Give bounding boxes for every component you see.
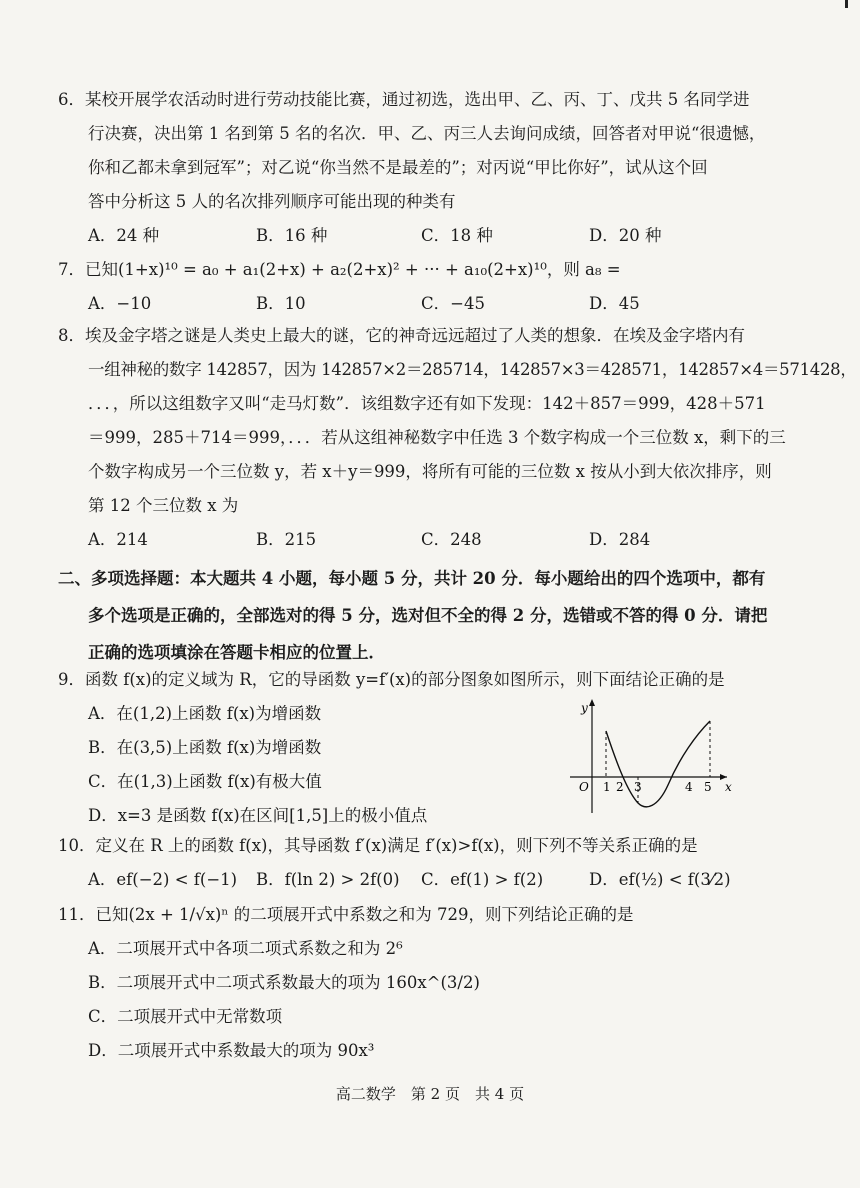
q6-option-b: B．16 种 <box>256 226 328 245</box>
q7-options <box>58 287 820 321</box>
q11-stem: 11．已知(2x + 1/√x)ⁿ 的二项展开式中系数之和为 729，则下列结论正确的是 <box>58 905 634 924</box>
q9-option-a: A．在(1,2)上函数 f(x)为增函数 <box>88 704 322 723</box>
q7-option-a: A．−10 <box>88 294 152 313</box>
q6-line-3: 你和乙都未拿到冠军”；对乙说“你当然不是最差的”；对丙说“甲比你好”，试从这个回 <box>88 158 708 177</box>
derivative-graph <box>562 695 732 815</box>
q6-option-c: C．18 种 <box>421 226 493 245</box>
section-2-line-3: 正确的选项填涂在答题卡相应的位置上． <box>88 643 385 662</box>
q8-line-5: 个数字构成另一个三位数 y，若 x＋y＝999，将所有可能的三位数 x 按从小到大依次排序，则 <box>88 462 772 481</box>
q11-option-c: C．二项展开式中无常数项 <box>88 1007 283 1026</box>
q11-option-b: B．二项展开式中二项式系数最大的项为 160x^(3/2) <box>88 973 480 992</box>
q8-line-3: ．．．，所以这组数字又叫“走马灯数”．该组数字还有如下发现：142＋857＝999，428＋571 <box>88 394 766 413</box>
q9-stem: 9．函数 f(x)的定义域为 R，它的导函数 y=f′(x)的部分图象如图所示，则下面结论正确的是 <box>58 670 725 689</box>
tick-4: 4 <box>685 780 693 794</box>
q6-line-4: 答中分析这 5 人的名次排列顺序可能出现的种类有 <box>88 192 456 211</box>
question-10 <box>58 829 820 897</box>
q8-line-2: 一组神秘的数字 142857，因为 142857×2＝285714，142857×3＝428571，142857×4＝571428， <box>88 360 857 379</box>
q9-option-d: D．x=3 是函数 f(x)在区间[1,5]上的极小值点 <box>88 806 428 825</box>
q8-line-6: 第 12 个三位数 x 为 <box>88 496 239 515</box>
origin-label: O <box>579 780 589 794</box>
tick-3: 3 <box>634 780 642 794</box>
q6-line-1: 6．某校开展学农活动时进行劳动技能比赛，通过初选，选出甲、乙、丙、丁、戊共 5 名同学进 <box>58 90 750 109</box>
q8-option-b: B．215 <box>256 530 317 549</box>
q10-stem: 10．定义在 R 上的函数 f(x)，其导函数 f′(x)满足 f′(x)>f(x)，则下列不等关系正确的是 <box>58 836 698 855</box>
q10-option-a: A．ef(−2) < f(−1) <box>88 870 238 889</box>
q6-option-a: A．24 种 <box>88 226 160 245</box>
question-8 <box>58 319 857 557</box>
y-axis-arrow <box>589 699 595 706</box>
x-label: x <box>725 780 732 794</box>
q9-option-c: C．在(1,3)上函数 f(x)有极大值 <box>88 772 322 791</box>
question-11 <box>58 898 820 1068</box>
tick-1: 1 <box>603 780 611 794</box>
q8-option-a: A．214 <box>88 530 148 549</box>
q8-option-d: D．284 <box>589 530 651 549</box>
q11-option-d: D．二项展开式中系数最大的项为 90x³ <box>88 1041 375 1060</box>
corner-mark <box>845 0 848 8</box>
q8-line-4: ＝999，285＋714＝999，．．．若从这组神秘数字中任选 3 个数字构成一个三位数 x，剩下的三 <box>88 428 786 447</box>
q10-options <box>58 863 820 897</box>
q10-option-b: B．f(ln 2) > 2f(0) <box>256 870 400 889</box>
q8-option-c: C．248 <box>421 530 482 549</box>
q6-options <box>58 219 820 253</box>
y-label: y <box>581 701 588 715</box>
q6-line-2: 行决赛，决出第 1 名到第 5 名的名次．甲、乙、丙三人去询问成绩，回答者对甲说“很遗憾， <box>88 124 766 143</box>
q7-option-c: C．−45 <box>421 294 485 313</box>
page-footer: 高二数学 第 2 页 共 4 页 <box>335 1085 525 1103</box>
q8-options <box>58 523 820 557</box>
q6-option-d: D．20 种 <box>589 226 662 245</box>
section-2-instructions <box>58 560 820 671</box>
q9-option-b: B．在(3,5)上函数 f(x)为增函数 <box>88 738 322 757</box>
q7-stem: 7．已知(1+x)¹⁰ = a₀ + a₁(2+x) + a₂(2+x)² + ··· + a₁₀(2+x)¹⁰，则 a₈ = <box>58 260 621 279</box>
q10-option-c: C．ef(1) > f(2) <box>421 870 544 889</box>
q10-option-d: D．ef(½) < f(3⁄2) <box>589 870 731 889</box>
question-7 <box>58 253 820 321</box>
section-2-line-2: 多个选项是正确的，全部选对的得 5 分，选对但不全的得 2 分，选错或不答的得 0 分．请把 <box>88 606 768 625</box>
tick-5: 5 <box>704 780 712 794</box>
q7-option-d: D．45 <box>589 294 640 313</box>
q8-line-1: 8．埃及金字塔之谜是人类史上最大的谜，它的神奇远远超过了人类的想象．在埃及金字塔内有 <box>58 326 745 345</box>
question-6 <box>58 83 820 253</box>
tick-2: 2 <box>616 780 624 794</box>
q11-option-a: A．二项展开式中各项二项式系数之和为 2⁶ <box>88 939 403 958</box>
q7-option-b: B．10 <box>256 294 306 313</box>
section-2-line-1: 二、多项选择题：本大题共 4 小题，每小题 5 分，共计 20 分．每小题给出的四个选项中，都有 <box>58 569 766 588</box>
